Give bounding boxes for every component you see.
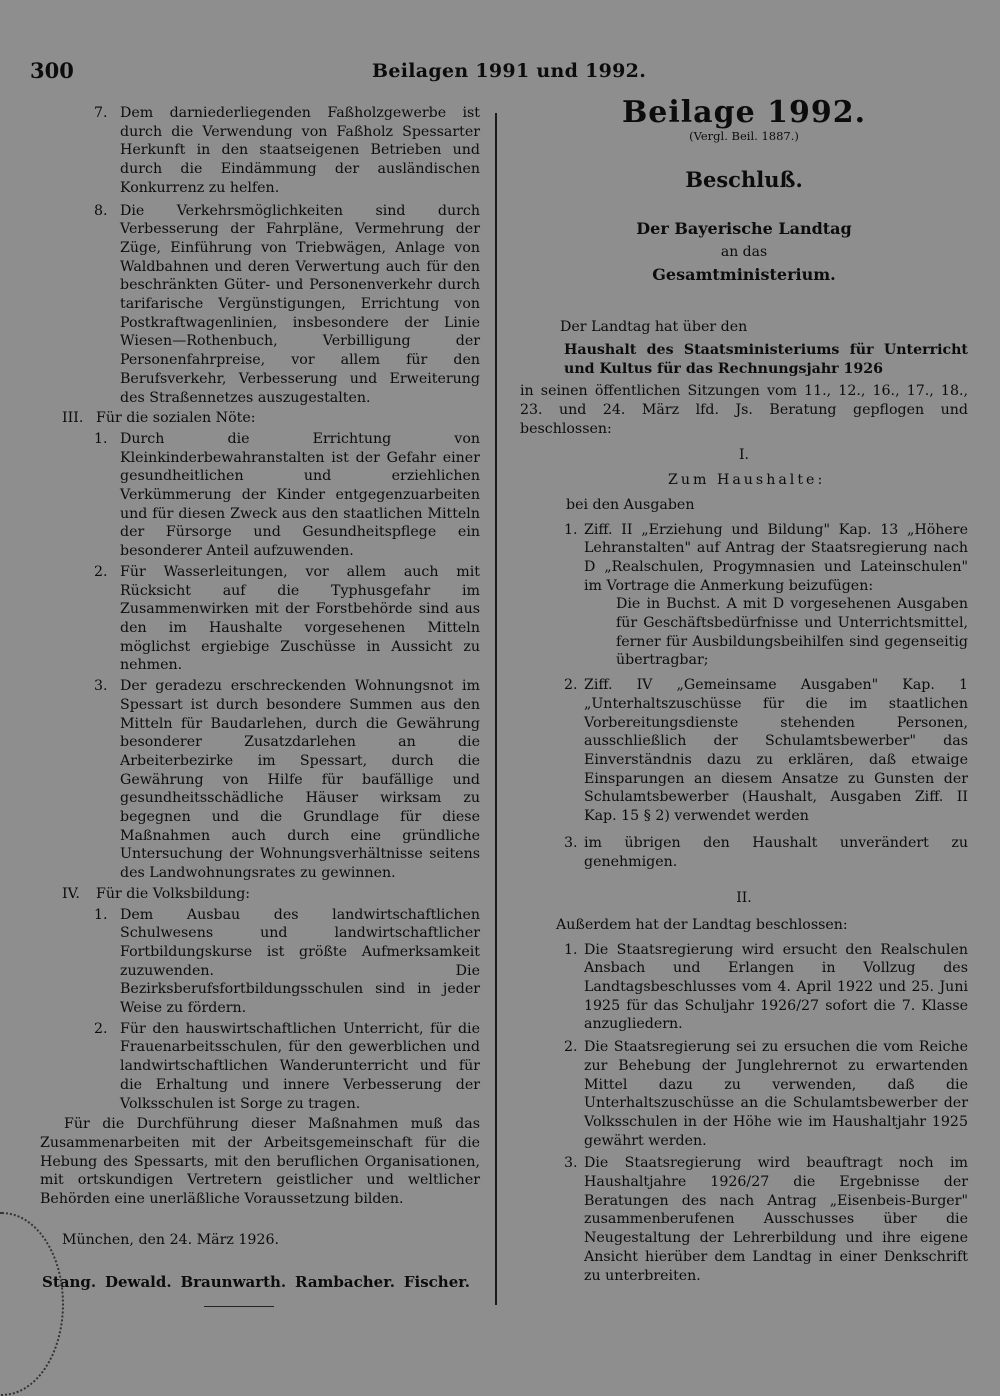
- item-text: Die Verkehrsmöglichkeiten sind durch Verbesserung der Fahrpläne, Vermehrung der Züge, Einführung von Triebwägen, Anlage von Waldbahnen und deren Verwertung auch für den beschränkten Güter- und Personenverkehr durch tarifarische Vergünstigungen, Errichtung von Postkraftwagenlinien, insbesondere der Linie Wiesen—Rothenbuch, Verbilligung der Personenfahrpreise, vor allem für den Berufsverkehr, Verbesserung und Erweiterung des Straßennetzes auszugestalten.: [120, 202, 480, 406]
- intro-line: Der Landtag hat über den: [560, 319, 748, 336]
- section-number: I.: [739, 447, 749, 464]
- list-item: [40, 906, 480, 1018]
- subheading: Zum Haushalte:: [668, 472, 826, 489]
- signature-name: Fischer.: [403, 1273, 470, 1292]
- section-title: Für die sozialen Nöte:: [96, 410, 256, 427]
- addressee-line: Der Bayerische Landtag: [636, 219, 852, 239]
- addressee-recipient: Gesamtministerium.: [652, 264, 836, 284]
- signature-name: Dewald.: [104, 1273, 172, 1292]
- list-item: [40, 430, 480, 561]
- intro-text: in seinen öffentlichen Sitzungen vom 11., 12., 16., 17., 18., 23. und 24. März lfd. Js. Beratung gepflogen und beschlossen:: [520, 383, 968, 437]
- section-heading: [40, 885, 480, 904]
- subheading-text: bei den Ausgaben: [566, 496, 695, 513]
- item-text: Für den hauswirtschaftlichen Unterricht, für die Frauenarbeitsschulen, für den gewerblichen und landwirtschaftlichen Wanderunterricht und für die Erhaltung und innere Verbesserung der Volksschulen ist Sorge zu tragen.: [120, 1020, 480, 1112]
- signature-name: Rambacher.: [295, 1273, 395, 1292]
- item-number: 1.: [564, 521, 578, 538]
- item-text: Durch die Errichtung von Kleinkinderbewahranstalten ist der Gefahr einer gesundheitlichen und erziehlichen Verkümmerung der Kinder entgegenzuarbeiten und für diesen Zweck aus den staatlichen Mitteln der Fürsorge und Gesundheitspflege ein besonderer Anteil aufzuwenden.: [120, 430, 480, 560]
- section-number: II.: [736, 890, 752, 907]
- list-item: [40, 677, 480, 883]
- list-item: [520, 834, 968, 871]
- signature-rule: [204, 1306, 274, 1307]
- signature-name: Stang.: [42, 1273, 97, 1292]
- item-number: 3.: [564, 834, 578, 851]
- item-text: Ziff. IV „Gemeinsame Ausgaben" Kap. 1 „Unterhaltszuschüsse für die im staatlichen Vorbereitungsdienste stehenden Personen, ausschließlich der Schulamtsbewerber" das Einverständnis dazu zu erklären, daß etwaige Einsparungen an diesem Ansatze zu Gunsten der Schulamtsbewerber (Haushalt, Ausgaben Ziff. II Kap. 15 § 2) verwendet werden: [584, 677, 968, 825]
- list-item: [520, 941, 968, 1035]
- item-text: Die Staatsregierung sei zu ersuchen die vom Reiche zur Behebung der Junglehrernot zu erwartenden Mittel dazu zu verwenden, daß die Unterhaltszuschüsse an die Schulamtsbewerber der Volksschulen in der Höhe wie im Haushaltjahr 1925 gewährt werden.: [584, 1039, 968, 1149]
- item-number: 3.: [94, 678, 108, 695]
- signature-name: Braunwarth.: [180, 1273, 287, 1292]
- list-item: [40, 1020, 480, 1114]
- list-item: [40, 202, 480, 408]
- item-text: Die Staatsregierung wird ersucht den Realschulen Ansbach und Erlangen in Vollzug des Landtagsbeschlusses vom 4. April 1922 und 25. Juni 1925 für das Schuljahr 1926/27 sofort die 7. Klasse anzugliedern.: [584, 941, 968, 1033]
- item-text: Dem darniederliegenden Faßholzgewerbe ist durch die Verwendung von Faßholz Spessarter Herkunft in den staatseigenen Betrieben und durch die Eindämmung der ausländischen Konkurrenz zu helfen.: [120, 105, 480, 196]
- item-number: 7.: [94, 105, 108, 121]
- list-item: [520, 676, 968, 826]
- beschluss-heading: Beschluß.: [685, 167, 803, 193]
- item-number: 1.: [564, 941, 578, 958]
- running-header: Beilagen 1991 und 1992.: [372, 60, 647, 82]
- right-column: [520, 95, 968, 1285]
- section-number: IV.: [62, 885, 80, 902]
- item-text: Der geradezu erschreckenden Wohnungsnot im Spessart ist durch besondere Summen aus den Mitteln für Baudarlehen, durch die Gewährung besonderer Zusatzdarlehen an die Arbeiterbezirke im Spessart, durch die Gewährung von Hilfe für baufällige und gesundheitsschädliche Häuser wirksam zu begegnen und die Grundlage für diese Maßnahmen auch durch eine gründliche Untersuchung der Wohnungsverhältnisse seitens des Landwohnungsrates zu gewinnen.: [120, 678, 480, 882]
- item-number: 2.: [94, 1020, 108, 1037]
- closing-paragraph: Für die Durchführung dieser Maßnahmen muß das Zusammenarbeiten mit der Arbeitsgemeinschaft für die Hebung des Spessarts, mit den beruflichen Organisationen, mit ortskundigen Vertretern geistlicher und weltlicher Behörden eine unerläßliche Voraussetzung bilden.: [40, 1116, 480, 1208]
- intro-subject: Haushalt des Staatsministeriums für Unterricht und Kultus für das Rechnungsjahr 1926: [564, 341, 968, 377]
- item-text: Ziff. II „Erziehung und Bildung" Kap. 13 „Höhere Lehranstalten" auf Antrag der Staatsregierung nach D „Realschulen, Progymnasien und Lateinschulen" im Vortrage die Anmerkung beizufügen:: [584, 521, 968, 594]
- item-text: Die Staatsregierung wird beauftragt noch im Haushaltjahre 1926/27 die Ergebnisse der Beratungen des nach Antrag „Eisenbeis-Burger" zusammenberufenen Ausschusses über die Neugestaltung der Lehrerbildung und ihre eigene Ansicht hierüber dem Landtag in einer Denkschrift zu unterbreiten.: [584, 1155, 968, 1284]
- item-number: 1.: [94, 906, 108, 923]
- list-item: [520, 1038, 968, 1150]
- list-item: [520, 521, 968, 596]
- item-text: im übrigen den Haushalt unverändert zu genehmigen.: [584, 834, 968, 870]
- section-title: Für die Volksbildung:: [96, 885, 251, 902]
- item-number: 2.: [94, 563, 108, 580]
- item-number: 1.: [94, 430, 108, 447]
- subheading-text: Außerdem hat der Landtag beschlossen:: [556, 916, 848, 933]
- item-number: 2.: [564, 677, 578, 694]
- column-divider: [495, 113, 497, 1305]
- page-number: 300: [30, 58, 74, 83]
- list-item: [40, 563, 480, 675]
- item-text: Für Wasserleitungen, vor allem auch mit Rücksicht auf die Typhusgefahr im Zusammenwirken mit der Forstbehörde sind aus den im Haushalte vorgesehenen Mitteln möglichst ergiebige Zuschüsse in Aussicht zu nehmen.: [120, 563, 480, 674]
- addressee-connector: an das: [720, 243, 768, 260]
- beilage-title: Beilage 1992.: [621, 95, 867, 130]
- item-text: Dem Ausbau des landwirtschaftlichen Schulwesens und landwirtschaftlicher Fortbildungskurse ist größte Aufmerksamkeit zuzuwenden. Die Bezirksberufsfortbildungsschulen sind in jeder Weise zu fördern.: [120, 906, 480, 1017]
- beilage-reference: (Vergl. Beil. 1887.): [689, 128, 799, 143]
- item-number: 2.: [564, 1039, 578, 1056]
- signatures: [40, 1273, 480, 1292]
- section-number: III.: [62, 410, 84, 427]
- list-item: [40, 104, 480, 198]
- section-heading: [40, 409, 480, 428]
- item-number: 3.: [564, 1155, 578, 1172]
- item-number: 8.: [94, 202, 108, 219]
- quoted-note: Die in Buchst. A mit D vorgesehenen Ausgaben für Geschäftsbedürfnisse und Unterrichtsmittel, ferner für Ausbildungsbeihilfen sind gegenseitig übertragbar;: [616, 596, 968, 669]
- list-item: [520, 1154, 968, 1285]
- left-column: [40, 104, 480, 1307]
- place-date: München, den 24. März 1926.: [62, 1231, 280, 1248]
